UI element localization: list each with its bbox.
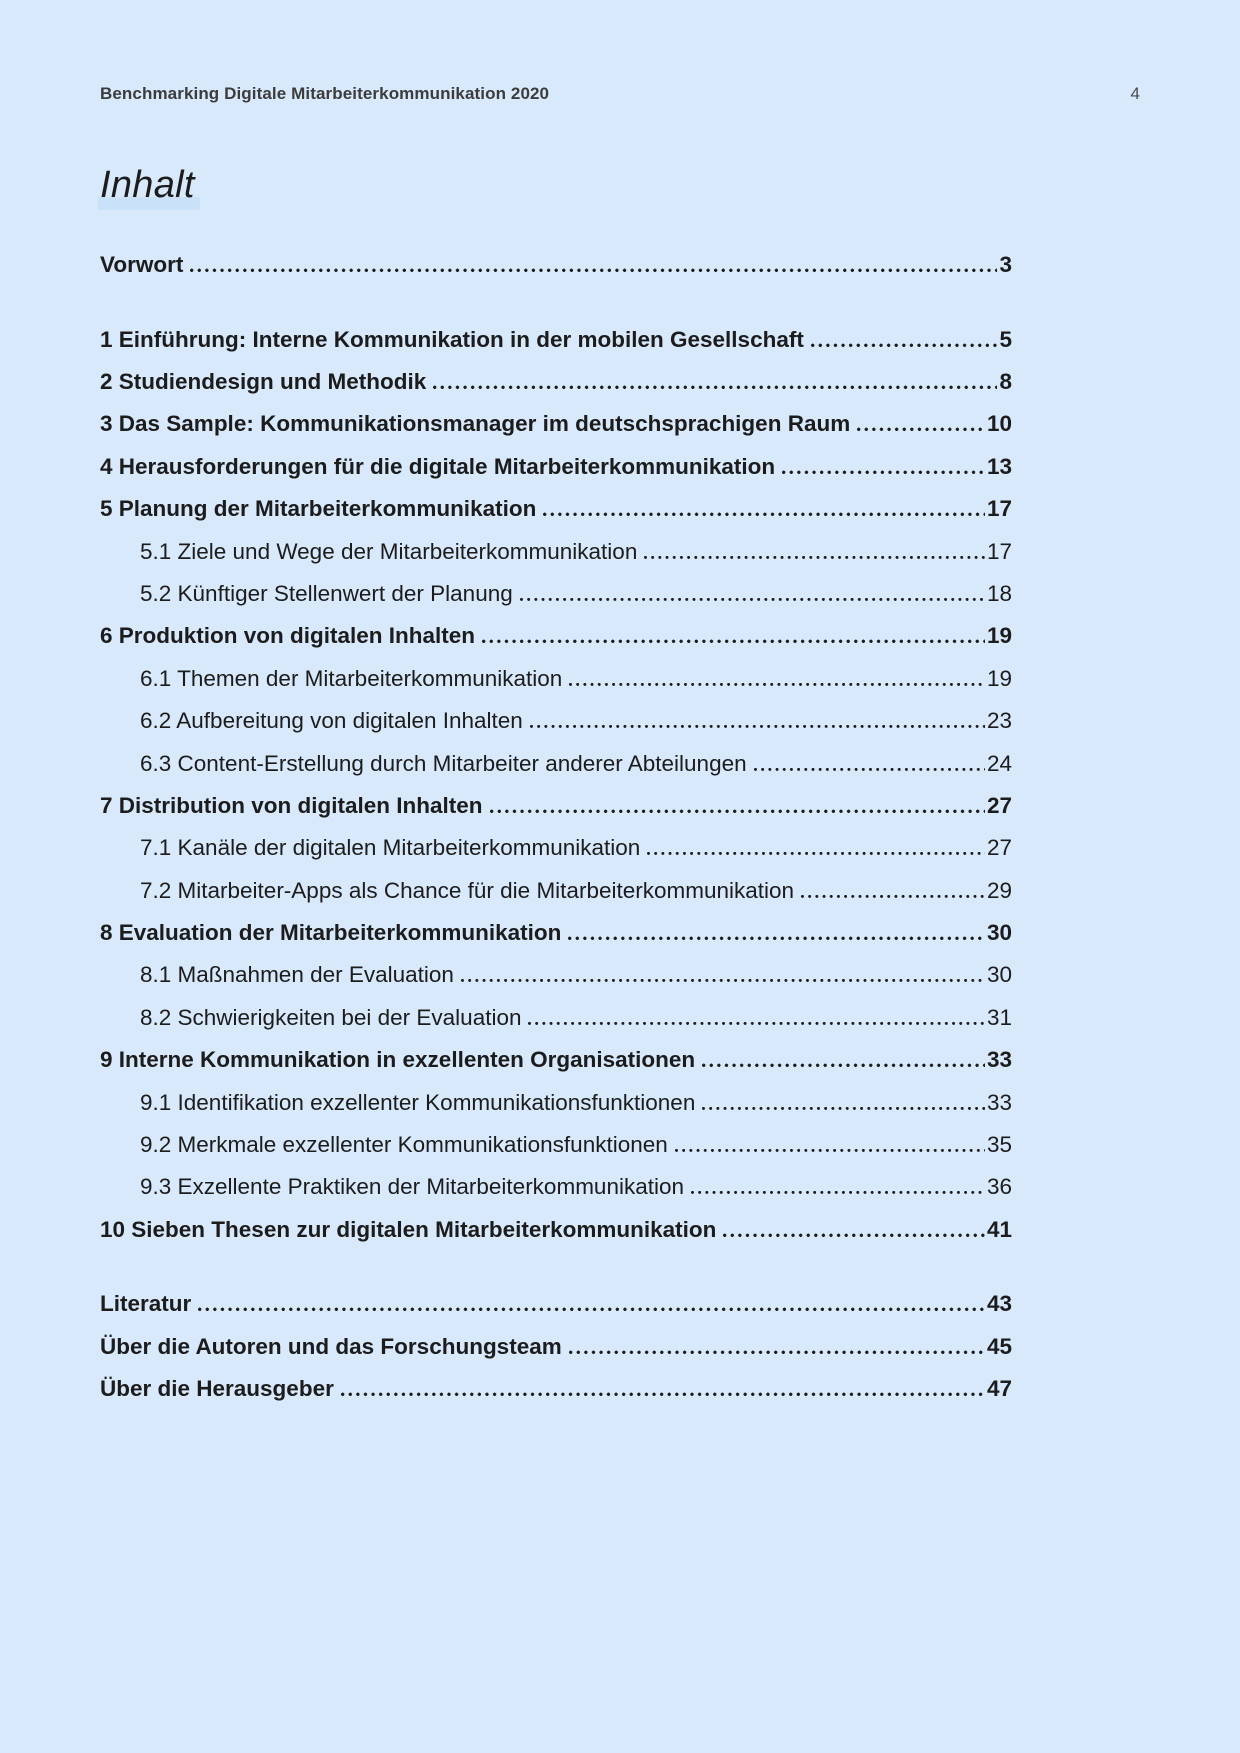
toc-entry-page: 17 [986, 496, 1012, 522]
toc-entry [100, 1216, 1012, 1242]
toc-dot-leader [569, 1348, 985, 1354]
toc-entry-page: 35 [986, 1132, 1012, 1158]
toc-entry-label: Vorwort [100, 252, 184, 277]
toc-dot-leader [482, 637, 985, 643]
toc-entry [100, 837, 1012, 860]
toc-entry [100, 625, 1012, 648]
toc-entry-label: 10 Sieben Thesen zur digitalen Mitarbeiterkommunikation [100, 1216, 717, 1242]
table-of-contents [100, 254, 1012, 1401]
toc-entry [100, 498, 1012, 521]
toc-dot-leader [341, 1390, 985, 1396]
toc-entry-page: 10 [986, 411, 1012, 437]
toc-entry [100, 1134, 1012, 1157]
toc-entry-page: 3 [999, 252, 1012, 277]
toc-entry-page: 5 [999, 326, 1012, 352]
toc-dot-leader [647, 849, 985, 855]
toc-dot-leader [702, 1104, 985, 1110]
toc-entry-label: 1 Einführung: Interne Kommunikation in der mobilen Gesellschaft [100, 326, 804, 352]
toc-dot-leader [461, 976, 985, 982]
toc-dot-leader [857, 425, 985, 431]
toc-entry [100, 1089, 1012, 1115]
toc-dot-leader [569, 680, 985, 686]
toc-entry-label: 5.2 Künftiger Stellenwert der Planung [140, 580, 513, 606]
toc-entry-page: 8 [999, 368, 1012, 394]
toc-entry-label: 6.3 Content-Erstellung durch Mitarbeiter anderer Abteilungen [140, 750, 747, 776]
toc-entry-label: 9.1 Identifikation exzellenter Kommunikationsfunktionen [140, 1089, 696, 1115]
toc-entry-label: 6 Produktion von digitalen Inhalten [100, 623, 476, 649]
toc-entry-label: 5.1 Ziele und Wege der Mitarbeiterkommunikation [140, 538, 638, 564]
toc-entry-label: Literatur [100, 1291, 192, 1317]
toc-entry [100, 1293, 1012, 1316]
toc-entry-page: 17 [986, 538, 1012, 564]
toc-entry [100, 877, 1012, 903]
page-number: 4 [1130, 84, 1140, 103]
toc-dot-leader [530, 722, 985, 728]
toc-entry-page: 41 [986, 1216, 1012, 1242]
toc-entry-page: 27 [986, 792, 1012, 818]
toc-entry [100, 964, 1012, 987]
toc-dot-leader [490, 807, 985, 813]
toc-dot-leader [811, 341, 998, 347]
toc-entry-page: 13 [986, 453, 1012, 479]
toc-entry [100, 1378, 1012, 1401]
toc-dot-leader [723, 1231, 985, 1237]
toc-entry [100, 1333, 1012, 1359]
running-header-title: Benchmarking Digitale Mitarbeiterkommunikation 2020 [100, 84, 550, 103]
toc-entry-page: 33 [986, 1089, 1012, 1115]
toc-entry [100, 922, 1012, 945]
toc-entry [100, 538, 1012, 564]
toc-entry [100, 710, 1012, 733]
toc-dot-leader [644, 553, 985, 559]
toc-entry [100, 792, 1012, 818]
toc-entry-page: 29 [986, 877, 1012, 903]
toc-entry [100, 326, 1012, 352]
toc-entry-page: 43 [986, 1291, 1012, 1317]
toc-dot-leader [198, 1305, 985, 1311]
toc-entry-label: 6.1 Themen der Mitarbeiterkommunikation [140, 665, 563, 691]
toc-dot-leader [702, 1061, 985, 1067]
toc-entry [100, 665, 1012, 691]
toc-entry-label: 6.2 Aufbereitung von digitalen Inhalten [140, 708, 523, 734]
toc-entry-label: 2 Studiendesign und Methodik [100, 368, 427, 394]
toc-entry-page: 30 [986, 962, 1012, 988]
toc-entry-label: 5 Planung der Mitarbeiterkommunikation [100, 496, 537, 522]
toc-dot-leader [528, 1019, 984, 1025]
toc-dot-leader [568, 934, 985, 940]
toc-entry-page: 27 [986, 835, 1012, 861]
toc-dot-leader [691, 1188, 985, 1194]
toc-entry-page: 36 [986, 1174, 1012, 1200]
toc-entry-label: 8.1 Maßnahmen der Evaluation [140, 962, 454, 988]
toc-dot-leader [675, 1146, 985, 1152]
toc-entry-page: 19 [986, 623, 1012, 649]
toc-entry-label: 9.2 Merkmale exzellenter Kommunikationsfunktionen [140, 1132, 668, 1158]
toc-entry-page: 30 [986, 920, 1012, 946]
toc-entry-page: 47 [986, 1376, 1012, 1402]
toc-entry [100, 1004, 1012, 1030]
running-header [100, 84, 1140, 104]
page-title [98, 163, 1240, 207]
toc-entry [100, 750, 1012, 776]
toc-dot-leader [801, 892, 985, 898]
toc-entry-label: Über die Herausgeber [100, 1376, 334, 1402]
toc-dot-leader [782, 468, 985, 474]
toc-entry-label: 7 Distribution von digitalen Inhalten [100, 792, 483, 818]
toc-entry-page: 18 [986, 580, 1012, 606]
toc-entry-page: 24 [986, 750, 1012, 776]
toc-entry-label: 9.3 Exzellente Praktiken der Mitarbeiterkommunikation [140, 1174, 684, 1200]
toc-entry [100, 368, 1012, 394]
toc-dot-leader [543, 510, 985, 516]
toc-dot-leader [190, 266, 997, 272]
toc-entry [100, 254, 1012, 277]
toc-entry-label: Über die Autoren und das Forschungsteam [100, 1333, 562, 1359]
toc-entry-label: 4 Herausforderungen für die digitale Mitarbeiterkommunikation [100, 453, 776, 479]
toc-entry-label: 8.2 Schwierigkeiten bei der Evaluation [140, 1004, 522, 1030]
toc-entry [100, 413, 1012, 436]
toc-entry [100, 1049, 1012, 1072]
toc-entry-label: 7.1 Kanäle der digitalen Mitarbeiterkommunikation [140, 835, 641, 861]
toc-dot-leader [754, 765, 985, 771]
page-title-text: Inhalt [98, 164, 200, 210]
toc-entry [100, 453, 1012, 479]
toc-entry-page: 19 [986, 665, 1012, 691]
toc-entry-page: 45 [986, 1333, 1012, 1359]
toc-entry-page: 23 [986, 708, 1012, 734]
toc-entry-label: 3 Das Sample: Kommunikationsmanager im deutschsprachigen Raum [100, 411, 851, 437]
toc-entry-label: 8 Evaluation der Mitarbeiterkommunikation [100, 920, 562, 946]
toc-entry [100, 1176, 1012, 1199]
toc-entry-label: 9 Interne Kommunikation in exzellenten Organisationen [100, 1047, 696, 1073]
toc-entry [100, 580, 1012, 606]
toc-entry-label: 7.2 Mitarbeiter-Apps als Chance für die Mitarbeiterkommunikation [140, 877, 795, 903]
toc-entry-page: 31 [986, 1004, 1012, 1030]
toc-entry-page: 33 [986, 1047, 1012, 1073]
toc-dot-leader [520, 595, 985, 601]
toc-dot-leader [433, 383, 997, 389]
